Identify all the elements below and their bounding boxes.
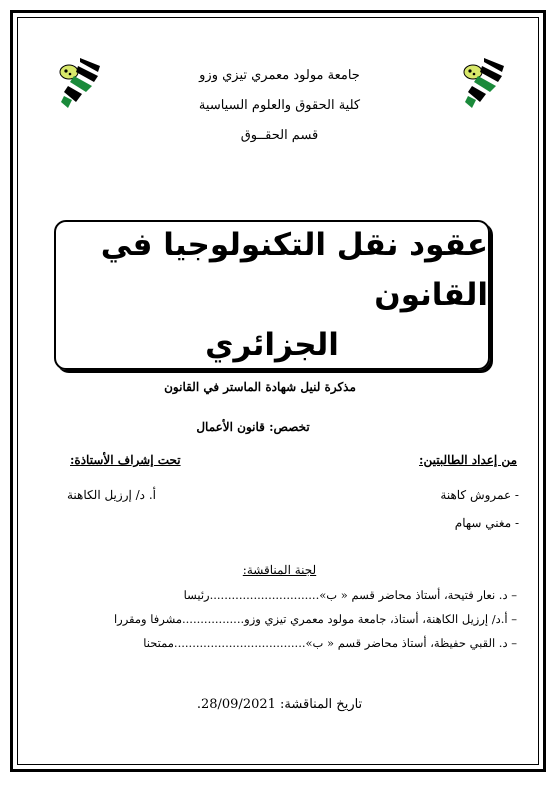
prepared-by-heading: من إعداد الطالبتين: <box>419 453 517 467</box>
jury-member: – أ.د/ إرزيل الكاهنة، أستاذ، جامعة مولود معمري تيزي وزو.................مشرفا ومقررا <box>113 612 517 626</box>
faculty-name: كلية الحقوق والعلوم السياسية <box>198 98 361 113</box>
student-name: - مغني سهام <box>454 516 519 530</box>
supervision-heading: تحت إشراف الأستاذة: <box>70 453 181 467</box>
jury-member: – د. نعار فتيحة، أستاذ محاضر قسم « ب»..............................رئيسا <box>183 588 517 602</box>
supervisor-name: أ. د/ إرزيل الكاهنة <box>67 488 156 502</box>
jury-heading: لجنة المناقشة: <box>242 563 317 577</box>
thesis-title-line-1: عقود نقل التكنولوجيا في القانون <box>100 227 488 313</box>
specialty: تخصص: قانون الأعمال <box>196 420 310 434</box>
defense-date: تاريخ المناقشة: 28/09/2021. <box>196 697 363 712</box>
jury-member: – د. القبي حفيظة، أستاذ محاضر قسم « ب»....................................ممتحنا <box>143 636 517 650</box>
department-name: قسم الحقــوق <box>240 128 319 143</box>
thesis-title-line-2: الجزائري <box>205 327 339 363</box>
student-name: - عمروش كاهنة <box>440 488 519 502</box>
university-name: جامعة مولود معمري تيزي وزو <box>199 68 360 83</box>
degree-subtitle: مذكرة لنيل شهادة الماستر في القانون <box>164 380 356 394</box>
thesis-title-box <box>54 220 490 370</box>
